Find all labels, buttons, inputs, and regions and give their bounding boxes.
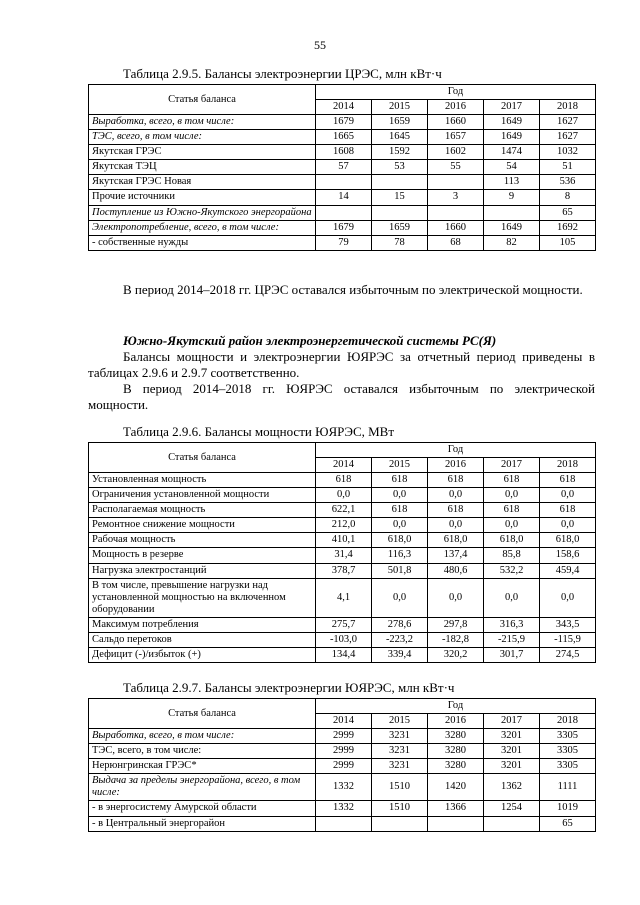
cell-value: 3231 <box>372 729 428 744</box>
cell-value: 1649 <box>484 130 540 145</box>
table-row <box>89 488 596 503</box>
cell-value: 3280 <box>428 744 484 759</box>
cell-value: 2999 <box>316 759 372 774</box>
cell-value: 3305 <box>540 729 596 744</box>
cell-value: 1649 <box>484 115 540 130</box>
table-row <box>89 220 596 235</box>
cell-value: 410,1 <box>316 533 372 548</box>
cell-value: 212,0 <box>316 518 372 533</box>
cell-value: 3 <box>428 190 484 205</box>
row-label: Максимум потребления <box>89 617 316 632</box>
row-label: ТЭС, всего, в том числе: <box>89 130 316 145</box>
cell-value: 480,6 <box>428 563 484 578</box>
row-label: В том числе, превышение нагрузки над установленной мощностью на включенном оборудовании <box>89 578 316 617</box>
cell-value: 1645 <box>372 130 428 145</box>
page-number: 55 <box>314 38 326 52</box>
cell-value: 3305 <box>540 744 596 759</box>
column-header-item: Статья баланса <box>89 85 316 115</box>
year-header: 2016 <box>428 100 484 115</box>
cell-value <box>428 205 484 220</box>
cell-value: 1627 <box>540 130 596 145</box>
cell-value <box>316 205 372 220</box>
cell-value: 1366 <box>428 801 484 816</box>
column-header-year: Год <box>316 85 596 100</box>
row-label: Мощность в резерве <box>89 548 316 563</box>
cell-value: 3280 <box>428 759 484 774</box>
row-label: Установленная мощность <box>89 473 316 488</box>
row-label: Поступление из Южно-Якутского энергорайона <box>89 205 316 220</box>
row-label: Выработка, всего, в том числе: <box>89 729 316 744</box>
cell-value: 1111 <box>540 774 596 801</box>
cell-value: 54 <box>484 160 540 175</box>
cell-value: 618,0 <box>540 533 596 548</box>
row-label: - в Центральный энергорайон <box>89 816 316 831</box>
cell-value <box>372 175 428 190</box>
cell-value <box>484 816 540 831</box>
table-row <box>89 759 596 774</box>
cell-value: 618 <box>372 473 428 488</box>
cell-value: 1660 <box>428 220 484 235</box>
cell-value: 3305 <box>540 759 596 774</box>
row-label: ТЭС, всего, в том числе: <box>89 744 316 759</box>
cell-value: -182,8 <box>428 632 484 647</box>
cell-value: 9 <box>484 190 540 205</box>
row-label: - собственные нужды <box>89 235 316 250</box>
year-header: 2018 <box>540 100 596 115</box>
row-label: Располагаемая мощность <box>89 503 316 518</box>
paragraph-yuyares-summary: В период 2014–2018 гг. ЮЯРЭС оставался избыточным по электрической мощности. <box>88 381 595 412</box>
cell-value: 1332 <box>316 801 372 816</box>
cell-value: 622,1 <box>316 503 372 518</box>
cell-value: 0,0 <box>484 488 540 503</box>
cell-value: 536 <box>540 175 596 190</box>
table-2-9-5 <box>88 84 596 251</box>
table-row <box>89 190 596 205</box>
cell-value: 85,8 <box>484 548 540 563</box>
cell-value: 3231 <box>372 759 428 774</box>
cell-value: 3201 <box>484 729 540 744</box>
cell-value: 1019 <box>540 801 596 816</box>
table-caption-2-9-7: Таблица 2.9.7. Балансы электроэнергии ЮЯРЭС, млн кВт·ч <box>123 680 455 695</box>
cell-value <box>428 175 484 190</box>
cell-value: 0,0 <box>316 488 372 503</box>
table-row <box>89 235 596 250</box>
cell-value: 0,0 <box>484 578 540 617</box>
table-row <box>89 175 596 190</box>
cell-value: 618,0 <box>484 533 540 548</box>
year-header: 2018 <box>540 458 596 473</box>
cell-value: 1659 <box>372 115 428 130</box>
row-label: Якутская ТЭЦ <box>89 160 316 175</box>
cell-value: 0,0 <box>540 518 596 533</box>
table-row <box>89 744 596 759</box>
cell-value: 3201 <box>484 759 540 774</box>
cell-value: 275,7 <box>316 617 372 632</box>
cell-value: 378,7 <box>316 563 372 578</box>
cell-value: 274,5 <box>540 647 596 662</box>
row-label: Сальдо перетоков <box>89 632 316 647</box>
cell-value: 1660 <box>428 115 484 130</box>
cell-value: 78 <box>372 235 428 250</box>
cell-value: 1608 <box>316 145 372 160</box>
cell-value: -215,9 <box>484 632 540 647</box>
row-label: Рабочая мощность <box>89 533 316 548</box>
table-row <box>89 533 596 548</box>
cell-value: 618 <box>484 503 540 518</box>
cell-value: 53 <box>372 160 428 175</box>
cell-value: 297,8 <box>428 617 484 632</box>
cell-value: 0,0 <box>428 488 484 503</box>
cell-value: 0,0 <box>372 578 428 617</box>
cell-value: 1659 <box>372 220 428 235</box>
column-header-item: Статья баланса <box>89 443 316 473</box>
cell-value: 618 <box>316 473 372 488</box>
row-label: Ограничения установленной мощности <box>89 488 316 503</box>
cell-value: 618 <box>428 473 484 488</box>
cell-value: 0,0 <box>428 578 484 617</box>
cell-value: 0,0 <box>428 518 484 533</box>
cell-value <box>428 816 484 831</box>
table-2-9-6 <box>88 442 596 663</box>
cell-value: 0,0 <box>540 578 596 617</box>
year-header: 2018 <box>540 714 596 729</box>
cell-value: -223,2 <box>372 632 428 647</box>
row-label: Ремонтное снижение мощности <box>89 518 316 533</box>
cell-value: 0,0 <box>372 488 428 503</box>
row-label: - в энергосистему Амурской области <box>89 801 316 816</box>
cell-value: 618 <box>484 473 540 488</box>
cell-value: 82 <box>484 235 540 250</box>
cell-value: 501,8 <box>372 563 428 578</box>
year-header: 2016 <box>428 714 484 729</box>
cell-value <box>372 816 428 831</box>
cell-value: 3280 <box>428 729 484 744</box>
cell-value: 301,7 <box>484 647 540 662</box>
section-heading: Южно-Якутский район электроэнергетической системы РС(Я) <box>123 333 497 348</box>
cell-value: 339,4 <box>372 647 428 662</box>
table-row <box>89 518 596 533</box>
paragraph-tables-reference: Балансы мощности и электроэнергии ЮЯРЭС за отчетный период приведены в таблицах 2.9.6 и 2.9.7 соответственно. <box>88 349 595 380</box>
cell-value: 105 <box>540 235 596 250</box>
table-row <box>89 548 596 563</box>
year-header: 2016 <box>428 458 484 473</box>
cell-value: 618 <box>540 473 596 488</box>
table-row <box>89 145 596 160</box>
table-row <box>89 774 596 801</box>
cell-value: 1657 <box>428 130 484 145</box>
cell-value <box>372 205 428 220</box>
cell-value: 1679 <box>316 115 372 130</box>
cell-value: 316,3 <box>484 617 540 632</box>
row-label: Нагрузка электростанций <box>89 563 316 578</box>
row-label: Якутская ГРЭС <box>89 145 316 160</box>
cell-value: 618 <box>428 503 484 518</box>
cell-value: 1032 <box>540 145 596 160</box>
cell-value: 14 <box>316 190 372 205</box>
table-row <box>89 801 596 816</box>
table-row <box>89 115 596 130</box>
row-label: Дефицит (-)/избыток (+) <box>89 647 316 662</box>
cell-value: 343,5 <box>540 617 596 632</box>
cell-value: 137,4 <box>428 548 484 563</box>
cell-value: 459,4 <box>540 563 596 578</box>
year-header: 2017 <box>484 458 540 473</box>
table-row <box>89 632 596 647</box>
cell-value: 65 <box>540 816 596 831</box>
cell-value: 2999 <box>316 744 372 759</box>
cell-value: 1665 <box>316 130 372 145</box>
year-header: 2014 <box>316 100 372 115</box>
table-caption-2-9-6: Таблица 2.9.6. Балансы мощности ЮЯРЭС, МВт <box>123 424 395 439</box>
cell-value: 1602 <box>428 145 484 160</box>
table-row <box>89 130 596 145</box>
cell-value: 57 <box>316 160 372 175</box>
cell-value: 1692 <box>540 220 596 235</box>
cell-value: 618 <box>540 503 596 518</box>
cell-value <box>316 816 372 831</box>
column-header-year: Год <box>316 443 596 458</box>
cell-value: 4,1 <box>316 578 372 617</box>
cell-value: 320,2 <box>428 647 484 662</box>
table-row <box>89 473 596 488</box>
row-label: Якутская ГРЭС Новая <box>89 175 316 190</box>
row-label: Выдача за пределы энергорайона, всего, в том числе: <box>89 774 316 801</box>
column-header-item: Статья баланса <box>89 699 316 729</box>
cell-value: 618,0 <box>428 533 484 548</box>
cell-value: 55 <box>428 160 484 175</box>
cell-value: 0,0 <box>540 488 596 503</box>
table-row <box>89 563 596 578</box>
cell-value: 1254 <box>484 801 540 816</box>
cell-value: 532,2 <box>484 563 540 578</box>
cell-value: 1474 <box>484 145 540 160</box>
cell-value: 1649 <box>484 220 540 235</box>
paragraph-crs-summary: В период 2014–2018 гг. ЦРЭС оставался избыточным по электрической мощности. <box>123 282 583 297</box>
cell-value: 51 <box>540 160 596 175</box>
table-row <box>89 617 596 632</box>
cell-value: 1362 <box>484 774 540 801</box>
cell-value: 2999 <box>316 729 372 744</box>
cell-value: 1510 <box>372 774 428 801</box>
cell-value: 113 <box>484 175 540 190</box>
cell-value: 1420 <box>428 774 484 801</box>
table-row <box>89 647 596 662</box>
year-header: 2017 <box>484 714 540 729</box>
cell-value: 134,4 <box>316 647 372 662</box>
cell-value: 79 <box>316 235 372 250</box>
cell-value: -115,9 <box>540 632 596 647</box>
cell-value: 15 <box>372 190 428 205</box>
cell-value: 65 <box>540 205 596 220</box>
cell-value: 1332 <box>316 774 372 801</box>
table-caption-2-9-5: Таблица 2.9.5. Балансы электроэнергии ЦРЭС, млн кВт·ч <box>123 66 442 81</box>
cell-value: 158,6 <box>540 548 596 563</box>
cell-value: 3201 <box>484 744 540 759</box>
table-row <box>89 729 596 744</box>
row-label: Выработка, всего, в том числе: <box>89 115 316 130</box>
cell-value <box>484 205 540 220</box>
cell-value: 618,0 <box>372 533 428 548</box>
table-row <box>89 205 596 220</box>
year-header: 2014 <box>316 458 372 473</box>
table-row <box>89 503 596 518</box>
column-header-year: Год <box>316 699 596 714</box>
row-label: Электропотребление, всего, в том числе: <box>89 220 316 235</box>
year-header: 2015 <box>372 100 428 115</box>
cell-value: 68 <box>428 235 484 250</box>
cell-value: 31,4 <box>316 548 372 563</box>
cell-value: 0,0 <box>372 518 428 533</box>
cell-value: 8 <box>540 190 596 205</box>
year-header: 2015 <box>372 714 428 729</box>
cell-value: -103,0 <box>316 632 372 647</box>
cell-value: 3231 <box>372 744 428 759</box>
cell-value: 1627 <box>540 115 596 130</box>
table-row <box>89 160 596 175</box>
cell-value: 1679 <box>316 220 372 235</box>
table-2-9-7 <box>88 698 596 832</box>
table-row <box>89 578 596 617</box>
cell-value <box>316 175 372 190</box>
cell-value: 1510 <box>372 801 428 816</box>
row-label: Нерюнгринская ГРЭС* <box>89 759 316 774</box>
row-label: Прочие источники <box>89 190 316 205</box>
cell-value: 116,3 <box>372 548 428 563</box>
cell-value: 1592 <box>372 145 428 160</box>
cell-value: 0,0 <box>484 518 540 533</box>
year-header: 2017 <box>484 100 540 115</box>
cell-value: 618 <box>372 503 428 518</box>
year-header: 2014 <box>316 714 372 729</box>
year-header: 2015 <box>372 458 428 473</box>
cell-value: 278,6 <box>372 617 428 632</box>
table-row <box>89 816 596 831</box>
